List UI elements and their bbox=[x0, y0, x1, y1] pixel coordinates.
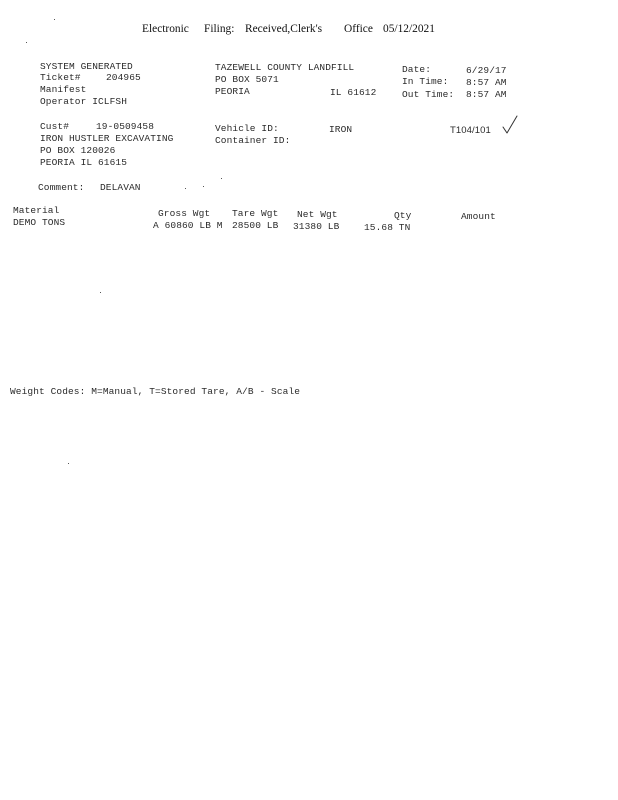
filing-office: Office bbox=[344, 21, 373, 35]
vehicle-id-value: IRON bbox=[329, 124, 353, 135]
comment-value: DELAVAN bbox=[100, 182, 141, 193]
operator-label: Operator ICLFSH bbox=[40, 96, 128, 107]
customer-po-box: PO BOX 120026 bbox=[40, 145, 116, 156]
handwritten-reference: T104/101 bbox=[450, 125, 491, 136]
checkmark-icon bbox=[500, 114, 520, 136]
customer-name: IRON HUSTLER EXCAVATING bbox=[40, 133, 174, 144]
system-generated-label: SYSTEM GENERATED bbox=[40, 61, 133, 72]
filing-date: 05/12/2021 bbox=[383, 21, 435, 35]
scan-speck bbox=[203, 186, 204, 187]
customer-city: PEORIA IL 61615 bbox=[40, 157, 128, 168]
scan-speck bbox=[100, 292, 101, 293]
row-qty: 15.68 TN bbox=[364, 222, 411, 233]
scan-speck bbox=[26, 42, 27, 43]
header-net-weight: Net Wgt bbox=[297, 209, 338, 220]
date-value: 6/29/17 bbox=[466, 65, 507, 76]
filing-received: Received,Clerk's bbox=[245, 21, 323, 35]
date-label: Date: bbox=[402, 64, 432, 75]
weight-codes-legend: Weight Codes: M=Manual, T=Stored Tare, A/B - Scale bbox=[10, 386, 301, 397]
landfill-city: PEORIA bbox=[215, 86, 250, 97]
out-time-value: 8:57 AM bbox=[466, 89, 507, 100]
scan-speck bbox=[221, 178, 222, 179]
header-material: Material bbox=[13, 205, 60, 216]
scan-speck bbox=[54, 19, 55, 20]
container-id-label: Container ID: bbox=[215, 135, 291, 146]
header-amount: Amount bbox=[461, 211, 496, 222]
row-gross-weight: A 60860 LB M bbox=[153, 220, 223, 231]
comment-label: Comment: bbox=[38, 182, 85, 193]
filing-electronic: Electronic bbox=[142, 21, 189, 35]
in-time-label: In Time: bbox=[402, 76, 449, 87]
filing-label: Filing: bbox=[204, 21, 235, 35]
row-tare-weight: 28500 LB bbox=[232, 220, 279, 231]
landfill-state-zip: IL 61612 bbox=[330, 87, 377, 98]
landfill-name: TAZEWELL COUNTY LANDFILL bbox=[215, 62, 355, 73]
row-net-weight: 31380 LB bbox=[293, 221, 340, 232]
customer-number-label: Cust# bbox=[40, 121, 70, 132]
scan-speck bbox=[68, 463, 69, 464]
vehicle-id-label: Vehicle ID: bbox=[215, 123, 279, 134]
ticket-number-label: Ticket# bbox=[40, 72, 81, 83]
header-gross-weight: Gross Wgt bbox=[158, 208, 211, 219]
in-time-value: 8:57 AM bbox=[466, 77, 507, 88]
header-qty: Qty bbox=[394, 210, 412, 221]
manifest-label: Manifest bbox=[40, 84, 87, 95]
out-time-label: Out Time: bbox=[402, 89, 455, 100]
ticket-number: 204965 bbox=[106, 72, 141, 83]
header-tare-weight: Tare Wgt bbox=[232, 208, 279, 219]
customer-number: 19-0509458 bbox=[96, 121, 155, 132]
scan-speck bbox=[185, 188, 186, 189]
row-material: DEMO TONS bbox=[13, 217, 66, 228]
landfill-po-box: PO BOX 5071 bbox=[215, 74, 279, 85]
